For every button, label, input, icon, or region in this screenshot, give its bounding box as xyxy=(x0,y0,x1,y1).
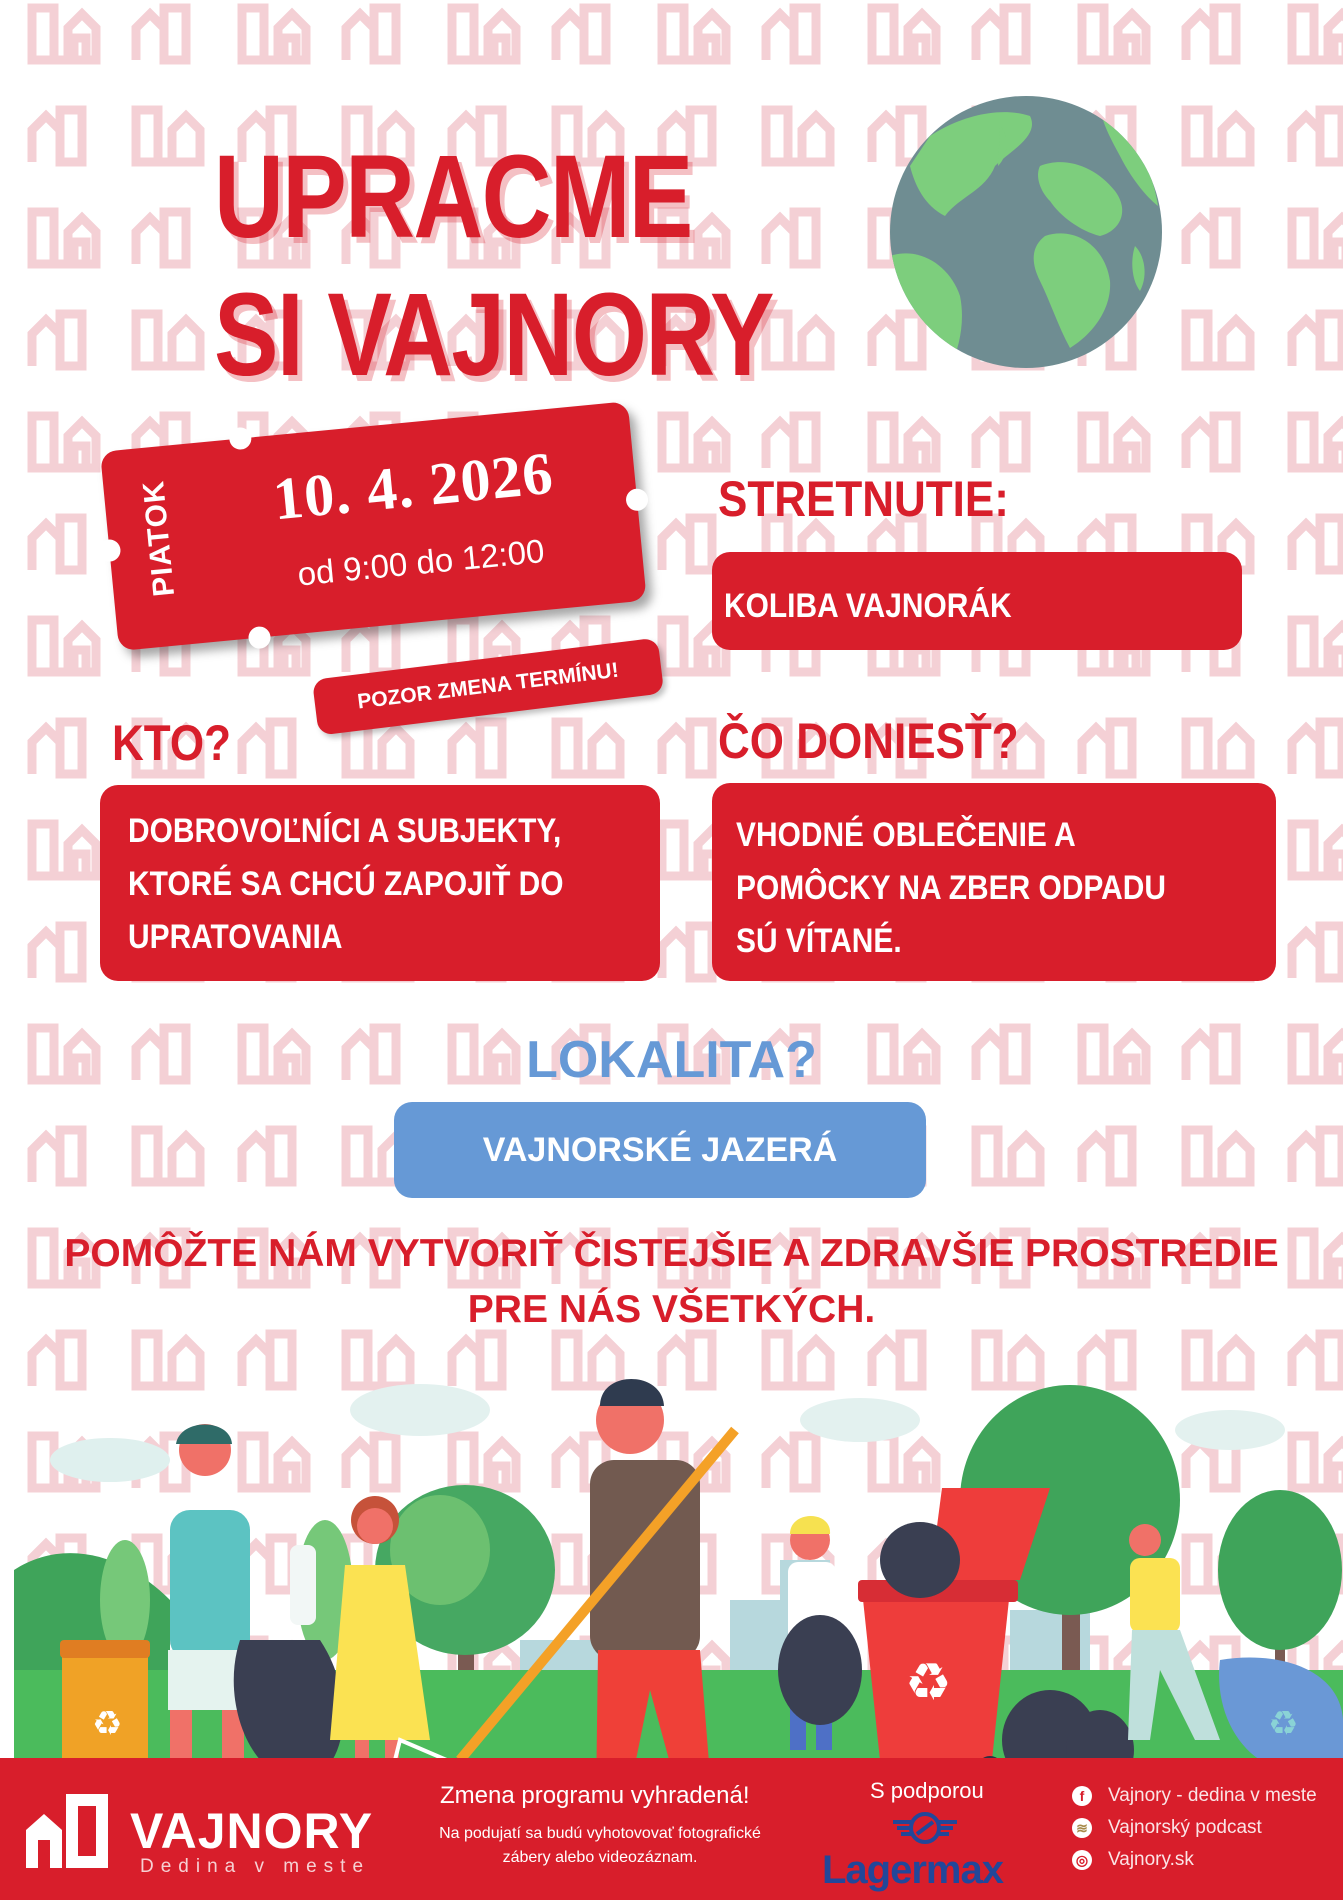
svg-text:♻: ♻ xyxy=(1268,1704,1299,1744)
social-facebook[interactable] xyxy=(1072,1780,1317,1812)
social-spotify[interactable] xyxy=(1072,1812,1317,1844)
svg-text:♻: ♻ xyxy=(92,1704,123,1744)
facebook-icon: f xyxy=(1072,1786,1092,1806)
social-label: Vajnorský podcast xyxy=(1108,1817,1262,1838)
bring-line: POMÔCKY NA ZBER ODPADU xyxy=(736,869,1166,907)
who-box xyxy=(100,785,660,981)
location-place: VAJNORSKÉ JAZERÁ xyxy=(394,1102,926,1198)
meeting-place: KOLIBA VAJNORÁK xyxy=(724,587,1012,625)
who-line: UPRATOVANIA xyxy=(128,918,343,956)
slogan-line-2: PRE NÁS VŠETKÝCH. xyxy=(467,1288,876,1331)
who-line: DOBROVOĽNÍCI A SUBJEKTY, xyxy=(128,812,562,850)
slogan-line-1: POMÔŽTE NÁM VYTVORIŤ ČISTEJŠIE A ZDRAVŠIE PROSTREDIE xyxy=(64,1232,1279,1275)
event-date: 10. 4. 2026 xyxy=(270,439,557,533)
social-label: Vajnory.sk xyxy=(1108,1849,1194,1870)
meeting-heading: STRETNUTIE: xyxy=(718,471,1009,527)
who-line: KTORÉ SA CHCÚ ZAPOJIŤ DO xyxy=(128,865,564,903)
people-cleaning-park-illustration xyxy=(0,1340,1343,1760)
brand-name: VAJNORY xyxy=(130,1803,374,1859)
who-heading: KTO? xyxy=(112,715,231,771)
social-label: Vajnory - dedina v meste xyxy=(1108,1785,1317,1806)
earth-globe-icon xyxy=(890,96,1162,368)
title-line-1: UPRACME xyxy=(214,131,692,263)
event-day: PIATOK xyxy=(137,478,182,599)
vajnory-logo-icon xyxy=(26,1794,108,1873)
social-instagram[interactable] xyxy=(1072,1844,1317,1876)
title-line-2: SI VAJNORY xyxy=(214,269,773,401)
bring-line: VHODNÉ OBLEČENIE A xyxy=(736,816,1076,854)
support-label: S podporou xyxy=(870,1778,984,1803)
program-change-notice: Zmena programu vyhradená! xyxy=(440,1782,750,1809)
footer xyxy=(0,1758,1343,1900)
spotify-icon: ≋ xyxy=(1072,1818,1092,1838)
bring-line: SÚ VÍTANÉ. xyxy=(736,922,902,960)
brand-tagline: Dedina v meste xyxy=(140,1856,371,1877)
poster-title xyxy=(214,128,773,404)
event-time: od 9:00 do 12:00 xyxy=(295,531,546,593)
svg-text:♻: ♻ xyxy=(905,1653,952,1713)
bring-box xyxy=(712,783,1276,981)
location-heading: LOKALITA? xyxy=(526,1031,817,1089)
meeting-place-box xyxy=(712,552,1242,650)
slogan xyxy=(0,1226,1343,1338)
photo-notice: Na podujatí sa budú vyhotovovať fotografické zábery alebo videozáznam. xyxy=(439,1825,761,1866)
sponsor-logo: Lagermax xyxy=(822,1848,1003,1892)
instagram-icon: ◎ xyxy=(1072,1850,1092,1870)
social-links xyxy=(1072,1780,1317,1876)
lagermax-emblem-icon xyxy=(893,1812,957,1851)
bring-heading: ČO DONIESŤ? xyxy=(718,713,1019,769)
date-change-badge: POZOR ZMENA TERMÍNU! xyxy=(312,638,664,736)
